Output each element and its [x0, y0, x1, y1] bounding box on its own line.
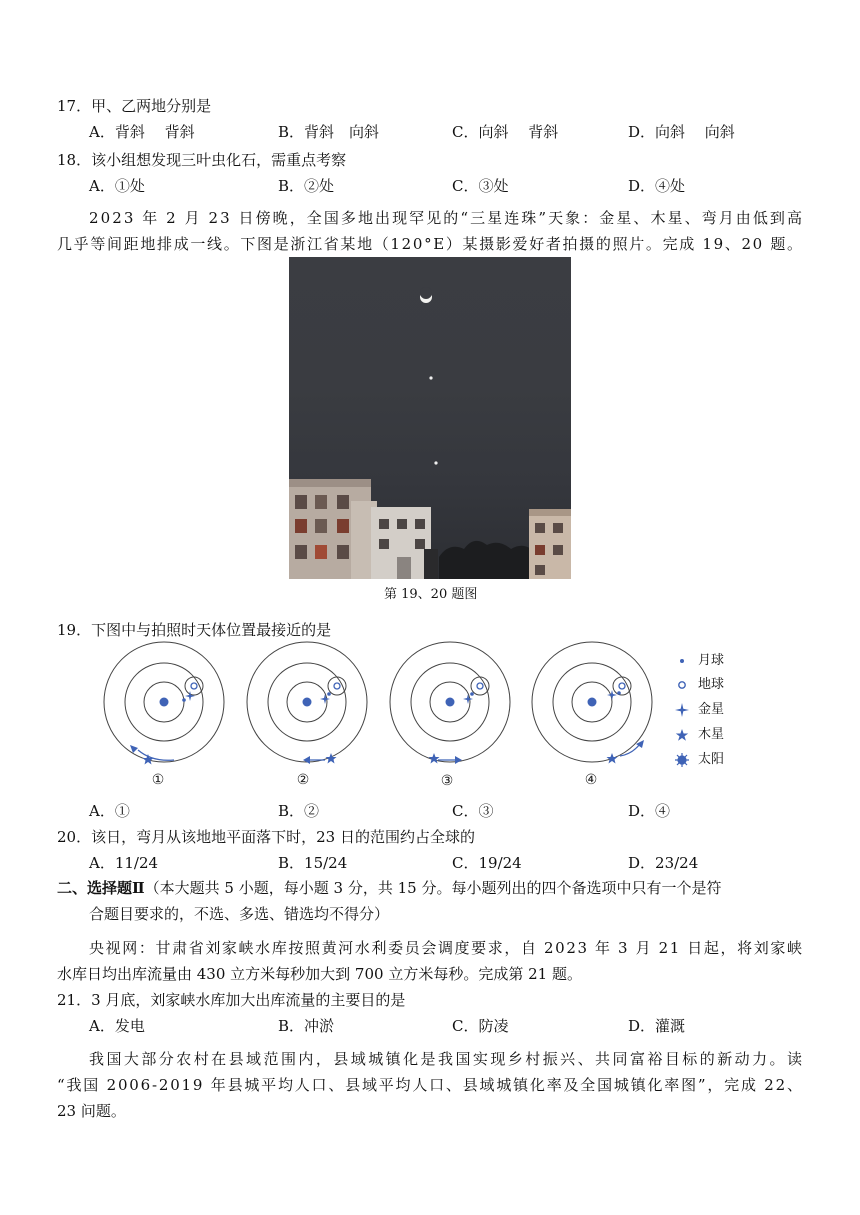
- earth-icon: [477, 683, 483, 689]
- question-17-stem: 17．甲、乙两地分别是: [57, 97, 212, 115]
- intro-19-20-line1: 2023 年 2 月 23 日傍晚，全国多地出现罕见的“三星连珠”天象：金星、木星、弯月由低到高: [89, 209, 805, 227]
- legend-jupiter-icon: [676, 729, 688, 741]
- legend-moon-icon: [680, 659, 684, 663]
- q17-option-c[interactable]: C．向斜 背斜: [452, 123, 559, 141]
- photo-caption: 第 19、20 题图: [384, 587, 478, 602]
- legend-venus-icon: [675, 703, 689, 717]
- jupiter-icon: [429, 753, 440, 764]
- q20-option-a[interactable]: A．11/24: [89, 854, 159, 872]
- jupiter-icon: [607, 753, 618, 764]
- earth-icon: [191, 683, 197, 689]
- sun-icon: [588, 698, 597, 707]
- q17-option-b[interactable]: B．背斜 向斜: [278, 123, 380, 141]
- arrow-icon: [303, 756, 310, 764]
- diagram-label-2: ②: [296, 772, 310, 788]
- earth-icon: [619, 683, 625, 689]
- q19-option-a[interactable]: A．①: [89, 802, 130, 820]
- legend-earth-icon: [679, 682, 685, 688]
- intro-21-line2: 水库日均出库流量由 430 立方米每秒加大到 700 立方米每秒。完成第 21 题。: [57, 965, 582, 983]
- moon-icon: [182, 698, 186, 702]
- jupiter-icon: [143, 754, 154, 765]
- q21-option-d[interactable]: D．灌溉: [628, 1017, 686, 1035]
- section-2-desc-line2: 合题目要求的，不选、多选、错选均不得分）: [89, 905, 390, 923]
- jupiter-dot: [429, 376, 432, 379]
- q20-option-b[interactable]: B．15/24: [278, 854, 348, 872]
- question-20-stem: 20．该日，弯月从该地地平面落下时，23 日的范围约占全球的: [57, 828, 475, 846]
- diagram-label-3: ③: [440, 773, 454, 789]
- q21-option-c[interactable]: C．防凌: [452, 1017, 509, 1035]
- arrow-icon: [455, 756, 462, 764]
- trees-silhouette: [439, 541, 535, 579]
- diagram-label-4: ④: [584, 772, 598, 788]
- q19-option-d[interactable]: D．④: [628, 802, 671, 820]
- sun-icon: [160, 698, 169, 707]
- q17-option-a[interactable]: A．背斜 背斜: [89, 123, 195, 141]
- q20-option-d[interactable]: D．23/24: [628, 854, 699, 872]
- earth-icon: [334, 683, 340, 689]
- section-2-header: [57, 878, 721, 898]
- intro-22-23-line2: “我国 2006-2019 年县城平均人口、县域平均人口、县域城镇化率及全国城镇化率图”，完成 22、: [57, 1076, 804, 1094]
- question-19-stem: 19．下图中与拍照时天体位置最接近的是: [57, 621, 332, 639]
- legend-label-jupiter: 木星: [698, 727, 725, 742]
- legend-label-sun: 太阳: [698, 752, 725, 767]
- q18-option-a[interactable]: A．①处: [89, 177, 145, 195]
- q21-option-a[interactable]: A．发电: [89, 1017, 145, 1035]
- sky-photo: [289, 257, 571, 579]
- legend-label-earth: 地球: [698, 677, 725, 692]
- middle-building: [371, 507, 438, 579]
- orbit-diagram-2[interactable]: [243, 638, 403, 790]
- intro-19-20-line2: 几乎等间距地排成一线。下图是浙江省某地（120°E）某摄影爱好者拍摄的照片。完成 19、20 题。: [57, 235, 804, 253]
- question-21-stem: 21．3 月底，刘家峡水库加大出库流量的主要目的是: [57, 991, 406, 1009]
- q18-option-c[interactable]: C．③处: [452, 177, 509, 195]
- orbit-diagram-3[interactable]: [386, 638, 546, 790]
- q19-option-b[interactable]: B．②: [278, 802, 320, 820]
- moon-icon: [617, 691, 621, 695]
- intro-22-23-line1: 我国大部分农村在县域范围内，县域城镇化是我国实现乡村振兴、共同富裕目标的新动力。读: [89, 1050, 805, 1068]
- sky-photo-scene: [289, 257, 571, 579]
- q19-option-c[interactable]: C．③: [452, 802, 494, 820]
- q18-option-b[interactable]: B．②处: [278, 177, 335, 195]
- legend-label-moon: 月球: [698, 653, 725, 668]
- intro-22-23-line3: 23 问题。: [57, 1102, 126, 1120]
- question-18-stem: 18．该小组想发现三叶虫化石，需重点考察: [57, 151, 347, 169]
- q21-option-b[interactable]: B．冲淤: [278, 1017, 335, 1035]
- legend-sun-icon: [675, 753, 689, 767]
- venus-dot: [434, 461, 437, 464]
- sun-icon: [303, 698, 312, 707]
- moon-icon: [327, 692, 331, 696]
- orbit-diagram-4[interactable]: [528, 638, 688, 790]
- orbit-diagram-1[interactable]: [100, 638, 260, 790]
- sun-icon: [446, 698, 455, 707]
- legend-label-venus: 金星: [698, 702, 725, 717]
- moon-icon: [470, 692, 474, 696]
- section-2-title: 二、选择题Ⅱ: [57, 879, 145, 897]
- left-building: [289, 479, 377, 579]
- q18-option-d[interactable]: D．④处: [628, 177, 686, 195]
- section-2-desc-line1: （本大题共 5 小题，每小题 3 分，共 15 分。每小题列出的四个备选项中只有一个是符: [144, 879, 722, 897]
- crescent-moon-icon: [420, 287, 432, 303]
- jupiter-icon: [326, 753, 337, 764]
- q20-option-c[interactable]: C．19/24: [452, 854, 522, 872]
- q17-option-d[interactable]: D．向斜 向斜: [628, 123, 735, 141]
- intro-21-line1: 央视网：甘肃省刘家峡水库按照黄河水利委员会调度要求，自 2023 年 3 月 21 日起，将刘家峡: [89, 939, 804, 957]
- diagram-label-1: ①: [151, 772, 165, 788]
- right-building: [529, 509, 571, 579]
- venus-icon: [185, 691, 195, 701]
